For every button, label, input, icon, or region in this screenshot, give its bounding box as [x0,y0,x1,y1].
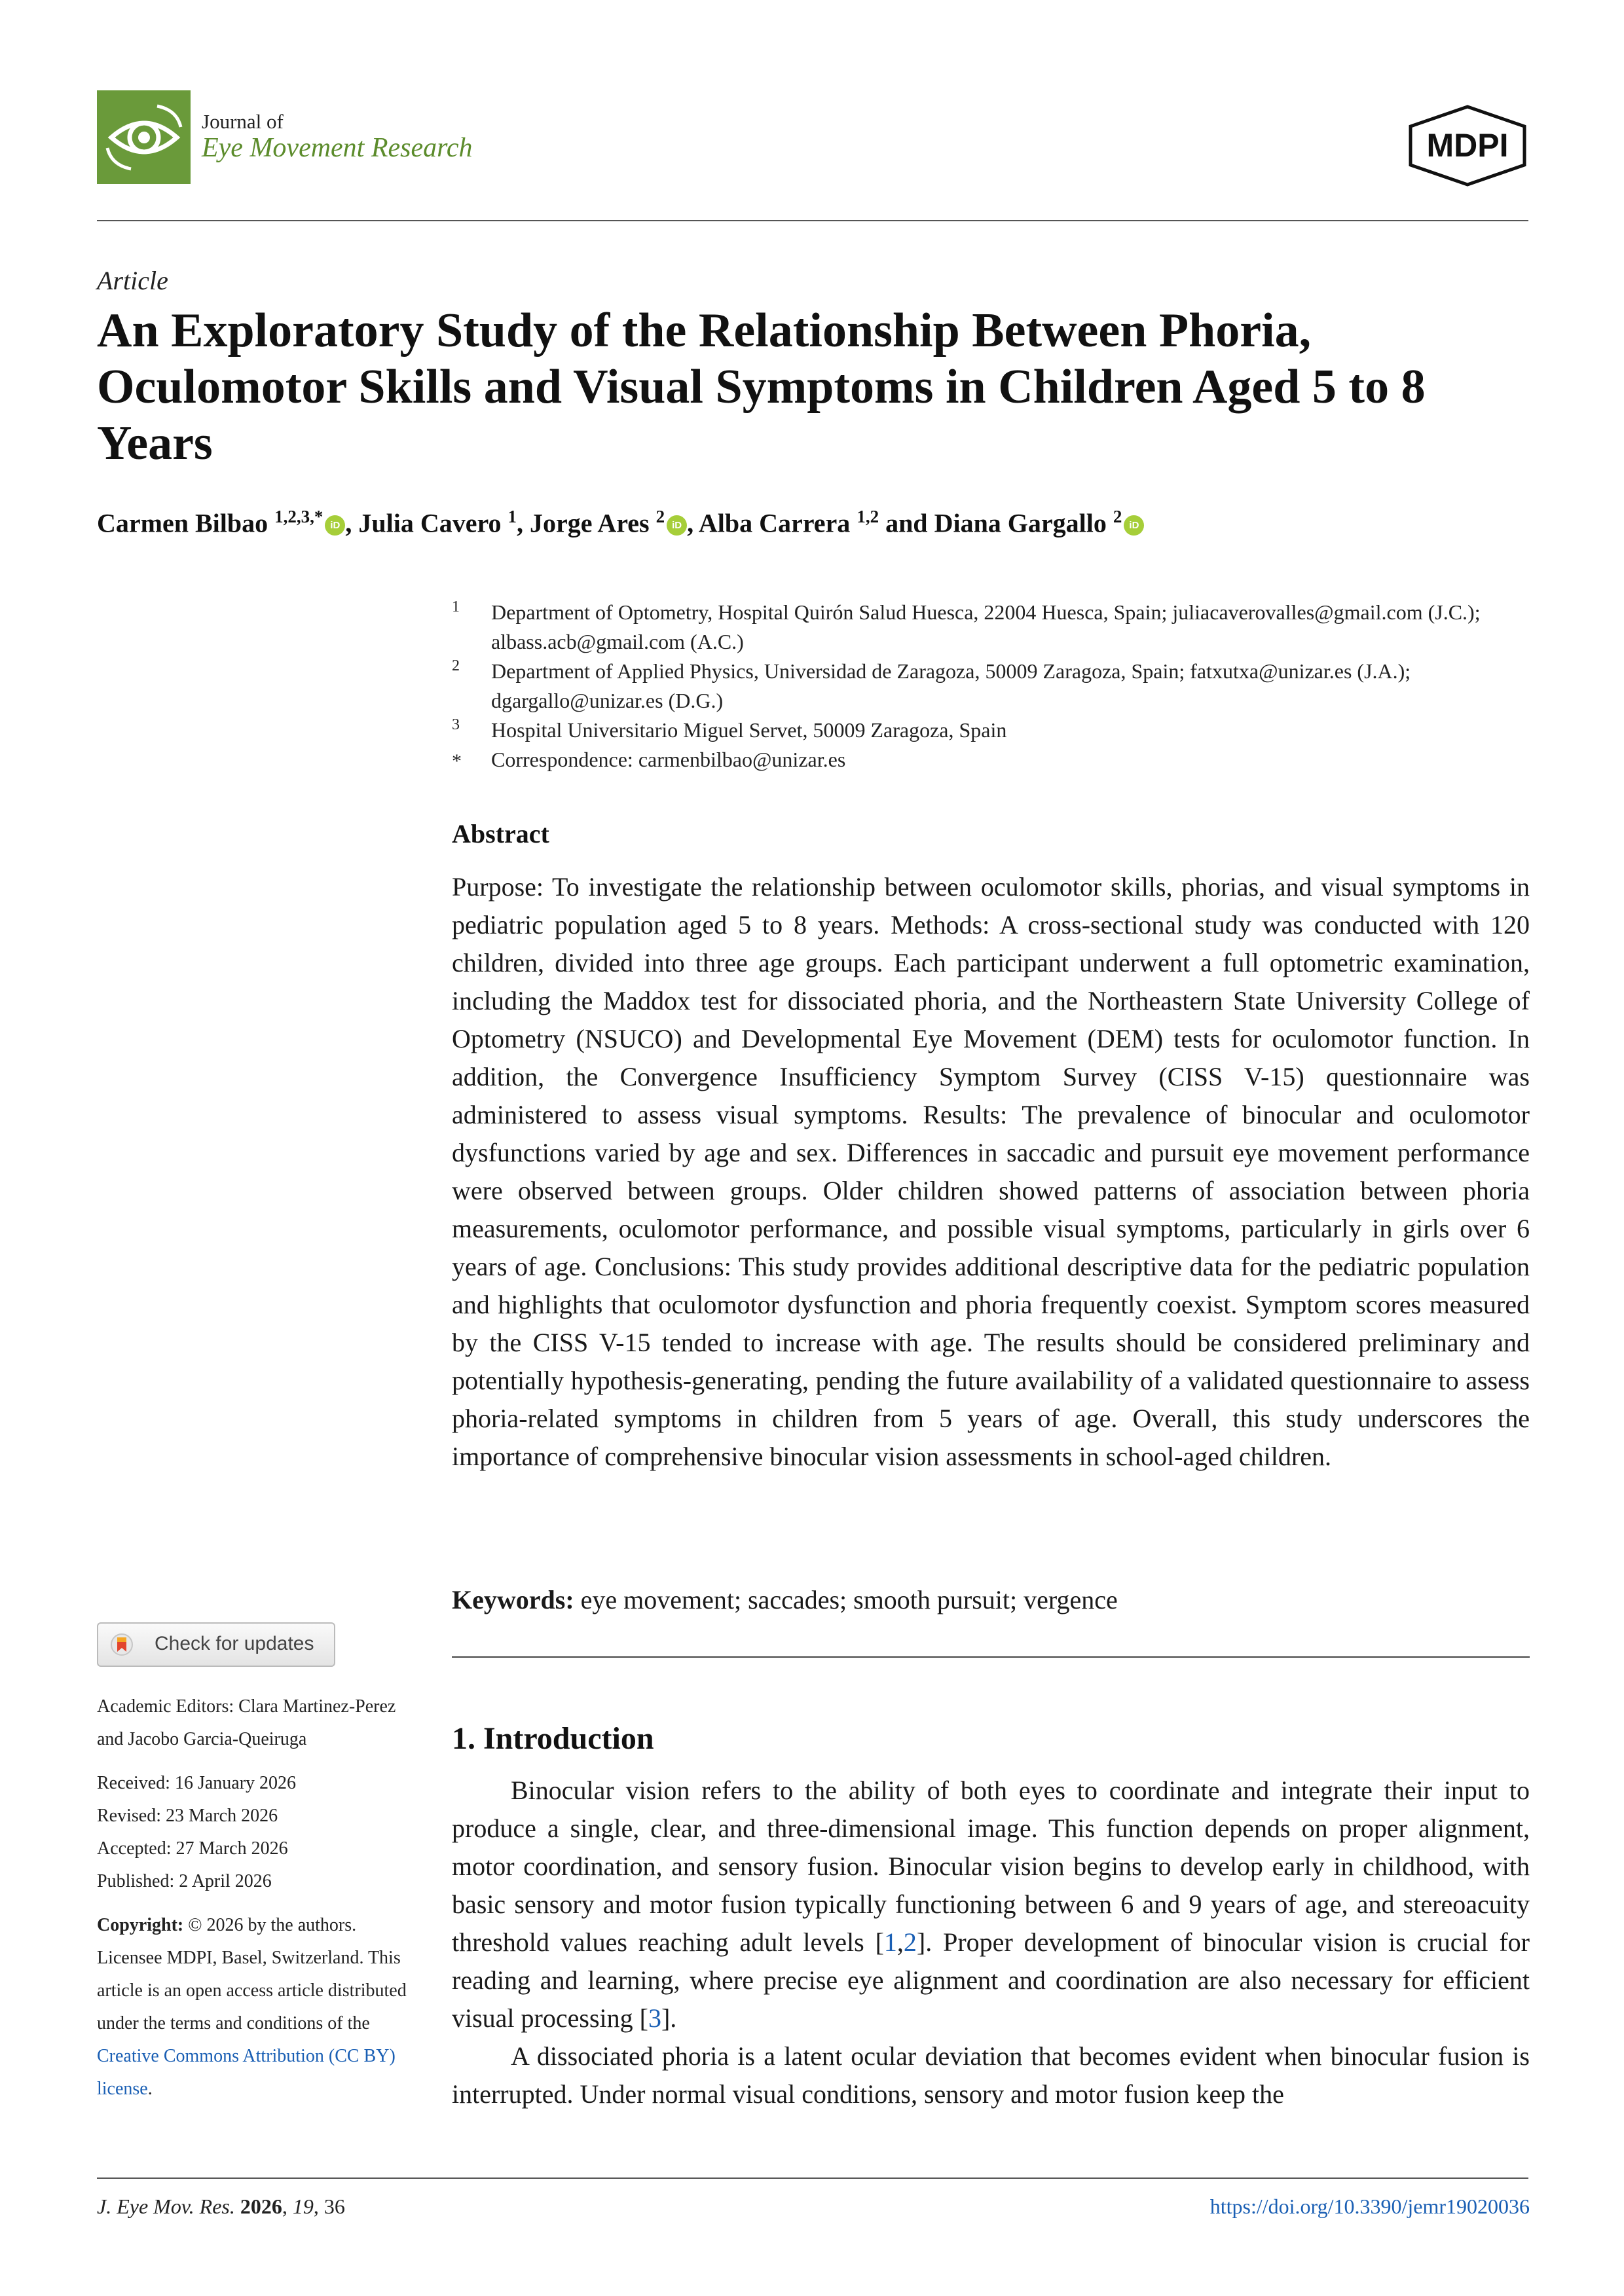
article-info-sidebar [97,1690,424,2105]
affiliation-text: Hospital Universitario Miguel Servet, 50009 Zaragoza, Spain [491,718,1007,742]
affiliation-item [452,598,1532,657]
academic-editors: Academic Editors: Clara Martinez-Perez and Jacobo Garcia-Queiruga [97,1696,396,1749]
author-name: Carmen Bilbao [97,508,275,538]
keywords-label: Keywords: [452,1585,574,1614]
abstract-heading: Abstract [452,819,549,848]
received-date: Received: 16 January 2026 [97,1773,297,1793]
affiliation-mark: 3 [452,716,460,733]
correspondence-mark: * [452,750,462,772]
abstract-text: Purpose: To investigate the relationship between oculomotor skills, phorias, and visual symptoms in pediatric population aged 5 to 8 years. Methods: A cross-sectional study was conducted with 120 children, divided into three age groups. Each participant underwent a full optometric examination, including the Maddox test for dissociated phoria, and the Northeastern State University College of Optometry (NSUCO) and Developmental Eye Movement (DEM) tests for oculomotor function. In addition, the Convergence Insufficiency Symptom Survey (CISS V-15) questionnaire was administered to assess visual symptoms. Results: The prevalence of binocular and oculomotor dysfunctions varied by age and sex. Differences in saccadic and pursuit eye movement performance were observed between groups. Older children showed patterns of association between phoria measurements, oculomotor performance, and possible visual symptoms, particularly in girls over 6 years of age. Conclusions: This study provides additional descriptive data for the pediatric population and highlights that oculomotor dysfunction and phoria frequently coexist. Symptom scores measured by the CISS V-15 tended to increase with age. The results should be considered preliminary and potentially hypothesis-generating, pending the future availability of a validated questionnaire to assess phoria-related symptoms in children from 5 years of age. Overall, this study underscores the importance of comprehensive binocular vision assessments in school-aged children. [452,872,1530,1471]
check-for-updates-label: Check for updates [155,1633,314,1654]
introduction-body [452,1772,1530,2113]
affiliation-item [452,657,1532,716]
journal-logo [97,90,191,184]
citation-link[interactable]: 2 [903,1927,917,1957]
keywords-text: eye movement; saccades; smooth pursuit; vergence [580,1585,1118,1614]
article-type: Article [97,266,168,295]
doi-link[interactable]: https://doi.org/10.3390/jemr19020036 [1209,2195,1530,2218]
affiliation-mark: 2 [452,657,460,674]
affiliation-mark: 1 [452,598,460,615]
orcid-icon[interactable]: iD [325,515,345,536]
bookmark-icon [110,1633,134,1656]
correspondence-item [452,745,1532,774]
published-date: Published: 2 April 2026 [97,1871,272,1891]
license-link[interactable]: Creative Commons Attribution (CC BY) license [97,2046,396,2099]
author-affiliation-sup: 1 [507,507,517,526]
abstract-rule [452,1656,1530,1658]
author-list: Carmen Bilbao $^{1,2,3,*}$ iD , Julia Cavero $^1$, Jorge Ares $^2$ iD , Alba Carrera $^{1,2}$ and Diana Gargallo $^2$ iD [97,507,1505,538]
check-for-updates-button[interactable] [97,1622,335,1667]
author-affiliation-sup: 1,2 [857,507,879,526]
article-title: An Exploratory Study of the Relationship Between Phoria, Oculomotor Skills and Visual Symptoms in Children Aged 5 to 8 Years [97,304,1426,470]
author-name: Diana Gargallo [934,508,1113,538]
author-affiliation-sup: 2 [1113,507,1122,526]
author-affiliation-sup: 1,2,3,* [274,507,323,526]
publisher-logo [1405,105,1530,187]
header-rule [97,220,1528,221]
orcid-icon[interactable]: iD [1124,515,1144,536]
author-affiliation-sup: 2 [655,507,665,526]
journal-name: Eye Movement Research [202,133,473,163]
paragraph: A dissociated phoria is a latent ocular deviation that becomes evident when binocular fusion is interrupted. Under normal visual conditions, sensory and motor fusion keep the [452,2041,1530,2109]
section-heading: 1. Introduction [452,1721,654,1756]
author-name: Julia Cavero [358,508,508,538]
paragraph: Binocular vision refers to the ability of both eyes to coordinate and integrate their input to produce a single, clear, and three-dimensional image. This function depends on proper alignment, motor coordination, and sensory fusion. Binocular vision begins to develop early in childhood, with basic sensory and motor fusion typically functioning between 6 and 9 years of age, and stereoacuity threshold values reaching adult levels [1,2]. Proper development of binocular vision is crucial for reading and learning, where precise eye alignment and coordination are also necessary for efficient visual processing [3]. [452,1776,1530,2033]
svg-text:MDPI: MDPI [1426,127,1509,164]
affiliation-text: Department of Applied Physics, Universidad de Zaragoza, 50009 Zaragoza, Spain; fatxutxa@unizar.es (J.A.); dgargallo@unizar.es (D.G.) [491,659,1411,712]
keywords [452,1584,1118,1615]
revised-date: Revised: 23 March 2026 [97,1806,278,1826]
correspondence-text: Correspondence: carmenbilbao@unizar.es [491,748,846,771]
affiliation-text: Department of Optometry, Hospital Quirón Salud Huesca, 22004 Huesca, Spain; juliacaverovalles@gmail.com (J.C.); albass.acb@gmail.com (A.C.) [491,600,1481,653]
citation-link[interactable]: 3 [648,2003,661,2033]
orcid-icon[interactable]: iD [667,515,687,536]
accepted-date: Accepted: 27 March 2026 [97,1838,288,1859]
journal-prefix: Journal of [202,110,284,133]
affiliation-item [452,716,1532,745]
copyright-notice: Copyright: © 2026 by the authors. Licensee MDPI, Basel, Switzerland. This article is an open access article distributed under the terms and conditions of the Creative Commons Attribution (CC BY) license. [97,1915,407,2099]
citation-link[interactable]: 1 [883,1927,897,1957]
footer-rule [97,2178,1528,2179]
author-name: Alba Carrera [698,508,857,538]
affiliations [452,598,1532,774]
footer-citation: J. Eye Mov. Res. 2026, 19, 36 [97,2195,345,2218]
author-name: Jorge Ares [530,508,656,538]
